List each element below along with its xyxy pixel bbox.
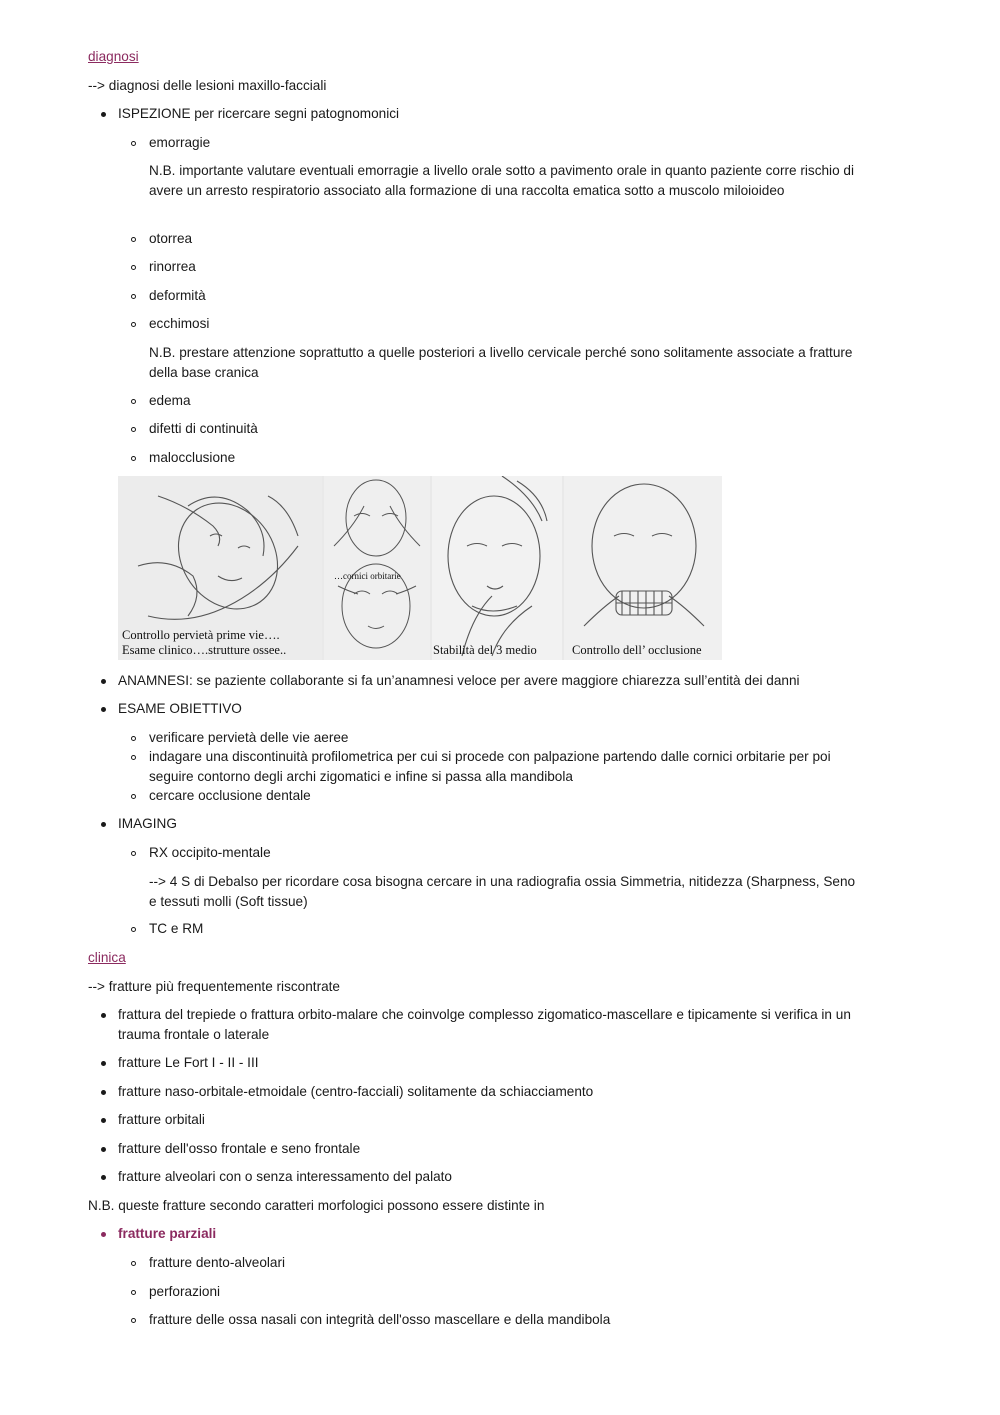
- list-item: perforazioni: [149, 1284, 221, 1299]
- bullet: [101, 1147, 106, 1152]
- circle-bullet: [131, 322, 136, 327]
- list-item: fratture dell'osso frontale e seno frontale: [118, 1141, 361, 1156]
- parziali-title: fratture parziali: [118, 1226, 217, 1241]
- anamnesi-text: ANAMNESI: se paziente collaborante si fa un’anamnesi veloce per avere maggiore chiarezza sull’entità dei danni: [118, 673, 800, 688]
- clinical-exam-illustration: [118, 476, 722, 660]
- bullet: [101, 679, 106, 684]
- caption-panel4: Controllo dell’ occlusione: [572, 643, 702, 657]
- list-item: fratture naso-orbitale-etmoidale (centro-facciali) solitamente da schiacciamento: [118, 1084, 594, 1099]
- midface-stability-drawing: [432, 476, 562, 660]
- list-item: fratture delle ossa nasali con integrità dell'osso mascellare e della mandibola: [149, 1312, 611, 1327]
- circle-bullet: [131, 141, 136, 146]
- panel-midface: [432, 476, 562, 660]
- circle-bullet: [131, 755, 136, 760]
- ispezione-title: ISPEZIONE per ricercare segni patognomonici: [118, 106, 400, 121]
- list-item: frattura del trepiede o frattura orbito-malare che coinvolge complesso zigomatico-mascellare e tipicamente si verifica in un trauma frontale o laterale: [118, 1007, 851, 1042]
- list-item: edema: [149, 393, 191, 408]
- list-item: RX occipito-mentale: [149, 845, 271, 860]
- note-ecchimosi: N.B. prestare attenzione soprattutto a quelle posteriori a livello cervicale perché sono solitamente associate a fratture della base cranica: [149, 345, 853, 380]
- circle-bullet: [131, 851, 136, 856]
- esame-title: ESAME OBIETTIVO: [118, 701, 242, 716]
- occlusion-check-drawing: [564, 476, 722, 660]
- circle-bullet: [131, 427, 136, 432]
- bullet: [101, 1090, 106, 1095]
- caption-panel3: Stabilità del 3 medio: [433, 643, 537, 657]
- circle-bullet: [131, 1318, 136, 1323]
- list-item: emorragie: [149, 135, 211, 150]
- bullet: [101, 1175, 106, 1180]
- circle-bullet: [131, 1290, 136, 1295]
- list-item: ecchimosi: [149, 316, 210, 331]
- list-item: indagare una discontinuità profilometrica per cui si procede con palpazione partendo dalle cornici orbitarie per poi seguire contorno degli archi zigomatici e infine si passa alla mandibola: [149, 749, 831, 784]
- note-emorragie: N.B. importante valutare eventuali emorragie a livello orale sotto a pavimento orale in quanto paziente corre rischio di avere un arresto respiratorio associato alla formazione di una raccolta ematica sotto a muscolo miloioideo: [149, 163, 854, 198]
- imaging-title: IMAGING: [118, 816, 177, 831]
- circle-bullet: [131, 456, 136, 461]
- list-item: fratture dento-alveolari: [149, 1255, 286, 1270]
- bullet: [101, 822, 106, 827]
- list-item: otorrea: [149, 231, 193, 246]
- circle-bullet: [131, 265, 136, 270]
- circle-bullet: [131, 794, 136, 799]
- circle-bullet: [131, 927, 136, 932]
- panel-airway: [118, 476, 322, 660]
- list-item: verificare pervietà delle vie aeree: [149, 730, 349, 745]
- circle-bullet: [131, 399, 136, 404]
- panel-occlusion: [564, 476, 722, 660]
- bullet: [101, 1061, 106, 1066]
- bullet: [101, 112, 106, 117]
- bullet: [101, 1118, 106, 1123]
- list-item: fratture Le Fort I - II - III: [118, 1055, 259, 1070]
- list-item: cercare occlusione dentale: [149, 788, 311, 803]
- nb-fratture: N.B. queste fratture secondo caratteri morfologici possono essere distinte in: [88, 1198, 545, 1213]
- clinica-intro: --> fratture più frequentemente riscontrate: [88, 979, 340, 994]
- list-item: fratture orbitali: [118, 1112, 205, 1127]
- bullet: [101, 707, 106, 712]
- circle-bullet: [131, 294, 136, 299]
- list-item: malocclusione: [149, 450, 236, 465]
- panel-orbit: [324, 476, 430, 660]
- list-item: rinorrea: [149, 259, 196, 274]
- circle-bullet: [131, 736, 136, 741]
- list-item: fratture alveolari con o senza interessamento del palato: [118, 1169, 452, 1184]
- circle-bullet: [131, 237, 136, 242]
- bullet: [101, 1232, 106, 1237]
- list-item: TC e RM: [149, 921, 204, 936]
- rx-note: --> 4 S di Debalso per ricordare cosa bisogna cercare in una radiografia ossia Simmetria, nitidezza (Sharpness, Seno e tessuti molli (Soft tissue): [149, 874, 856, 909]
- list-item: difetti di continuità: [149, 421, 258, 436]
- diagnosi-link[interactable]: diagnosi: [88, 49, 139, 64]
- clinica-link[interactable]: clinica: [88, 950, 126, 965]
- circle-bullet: [131, 1261, 136, 1266]
- caption-panel1-line2: Esame clinico….strutture ossee..: [122, 643, 287, 657]
- list-item: deformità: [149, 288, 206, 303]
- caption-panel1-line1: Controllo pervietà prime vie….: [122, 628, 280, 642]
- bullet: [101, 1013, 106, 1018]
- diagnosi-intro: --> diagnosi delle lesioni maxillo-facciali: [88, 78, 327, 93]
- caption-panel2: …cornici orbitarie: [334, 571, 401, 581]
